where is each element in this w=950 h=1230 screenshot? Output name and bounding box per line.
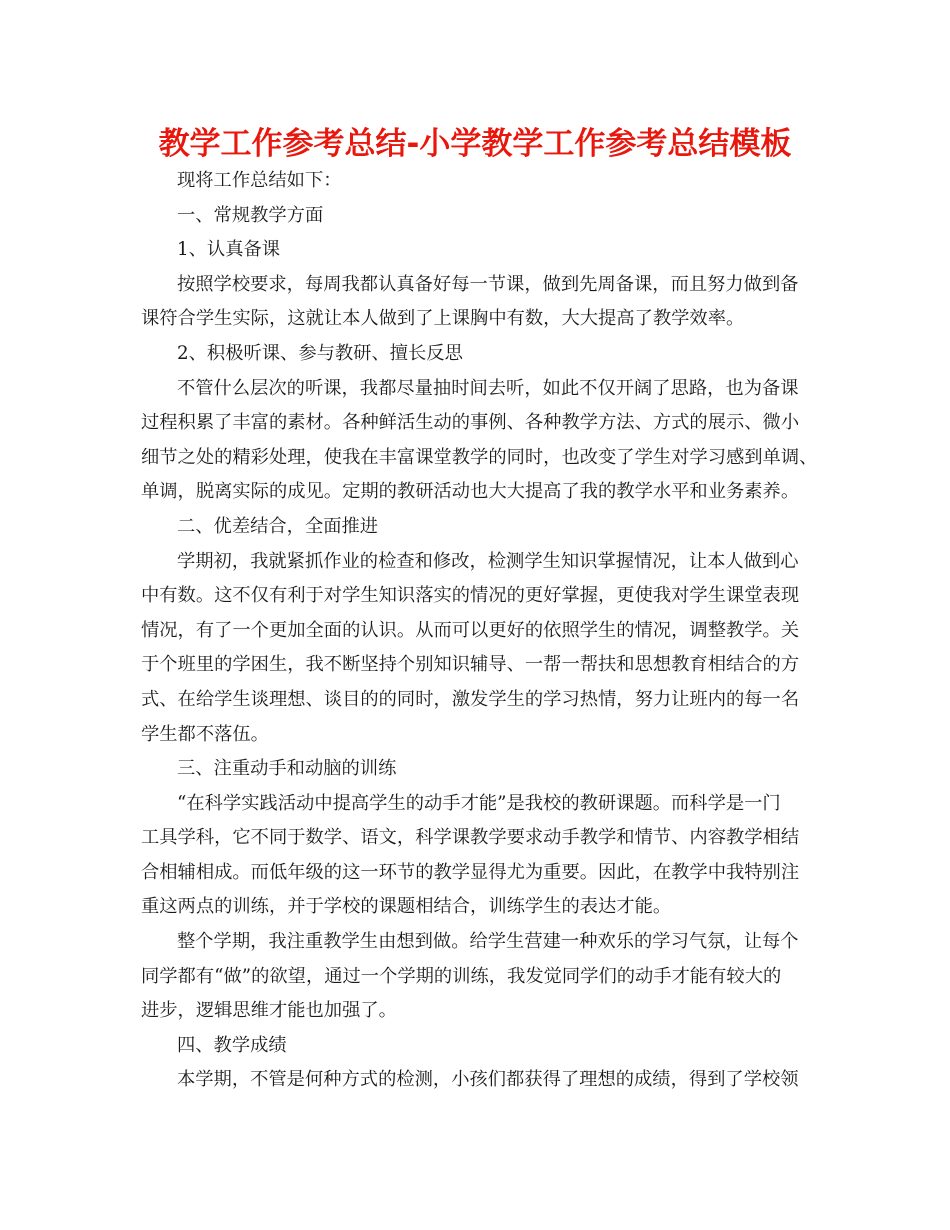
text-line: 合相辅相成。而低年级的这一环节的教学显得尤为重要。因此，在教学中我特别注 xyxy=(141,861,800,883)
text-line: 工具学科，它不同于数学、语文，科学课教学要求动手教学和情节、内容教学相结 xyxy=(141,827,800,849)
text-line: 按照学校要求，每周我都认真备好每一节课，做到先周备课，而且努力做到备 xyxy=(177,273,799,295)
text-line: 情况，有了一个更加全面的认识。从而可以更好的依照学生的情况，调整教学。关 xyxy=(141,619,800,641)
text-line: 重这两点的训练，并于学校的课题相结合，训练学生的表达才能。 xyxy=(141,896,672,918)
text-line: 式、在给学生谈理想、谈目的的同时，激发学生的学习热情，努力让班内的每一名 xyxy=(141,688,800,710)
text-line: 学期初，我就紧抓作业的检查和修改，检测学生知识掌握情况，让本人做到心 xyxy=(177,550,799,572)
document-body xyxy=(141,164,821,1098)
text-line: 1、认真备课 xyxy=(177,239,281,261)
text-line: 同学都有“做”的欲望，通过一个学期的训练，我发觉同学们的动手才能有较大的 xyxy=(141,965,782,987)
text-line: 现将工作总结如下： xyxy=(177,170,342,191)
text-line: 学生都不落伍。 xyxy=(141,723,269,745)
text-line: 四、教学成绩 xyxy=(177,1034,287,1056)
text-line: 于个班里的学困生，我不断坚持个别知识辅导、一帮一帮扶和思想教育相结合的方 xyxy=(141,654,800,676)
text-line: 一、常规教学方面 xyxy=(177,204,324,226)
text-line: 中有数。这不仅有利于对学生知识落实的情况的更好掌握，更使我对学生课堂表现 xyxy=(141,585,800,607)
text-line: 课符合学生实际，这就让本人做到了上课胸中有数，大大提高了教学效率。 xyxy=(141,308,745,330)
text-line: 三、注重动手和动脑的训练 xyxy=(177,758,397,780)
text-line: 二、优差结合，全面推进 xyxy=(177,515,379,537)
text-line: 单调，脱离实际的成见。定期的教研活动也大大提高了我的教学水平和业务素养。 xyxy=(141,481,800,503)
text-line: 整个学期，我注重教学生由想到做。给学生营建一种欢乐的学习气氛，让每个 xyxy=(177,931,799,953)
text-line: 过程积累了丰富的素材。各种鲜活生动的事例、各种教学方法、方式的展示、微小 xyxy=(141,412,800,434)
document-title: 教学工作参考总结-小学教学工作参考总结模板 xyxy=(158,126,792,162)
text-line: 细节之处的精彩处理，使我在丰富课堂教学的同时，也改变了学生对学习感到单调、 xyxy=(141,446,818,468)
text-line: 进步，逻辑思维才能也加强了。 xyxy=(141,1000,397,1022)
text-line: 本学期，不管是何种方式的检测，小孩们都获得了理想的成绩，得到了学校领 xyxy=(177,1069,799,1091)
text-line: “在科学实践活动中提高学生的动手才能”是我校的教研课题。而科学是一门 xyxy=(177,792,781,814)
text-line: 不管什么层次的听课，我都尽量抽时间去听，如此不仅开阔了思路，也为备课 xyxy=(177,377,799,399)
text-line: 2、积极听课、参与教研、擅长反思 xyxy=(177,342,463,364)
